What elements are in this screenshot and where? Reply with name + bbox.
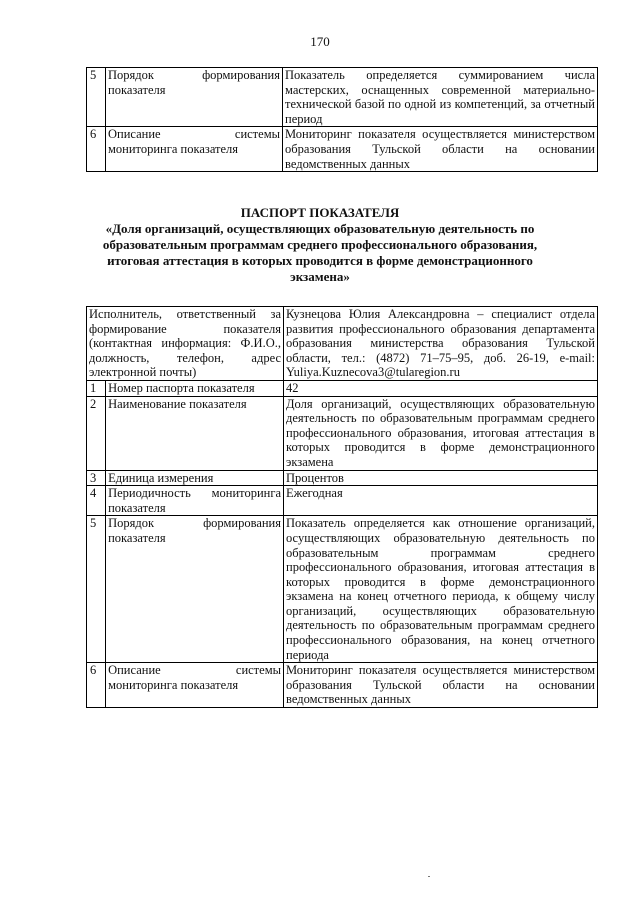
row-number: 1 (87, 380, 106, 396)
row-number: 5 (87, 516, 106, 663)
table-row (87, 663, 598, 708)
row-value: Показатель определяется суммированием числа мастерских, оснащенных современной материально-технической базой по одной из компетенций, за отчетный период (283, 68, 598, 127)
row-number: 6 (87, 127, 106, 172)
row-value: Мониторинг показателя осуществляется министерством образования Тульской области на основании ведомственных данных (284, 663, 598, 708)
row-number: 2 (87, 396, 106, 470)
table-row (87, 396, 598, 470)
row-number: 4 (87, 486, 106, 516)
row-value: Доля организаций, осуществляющих образовательную деятельность по образовательным программам среднего профессионального образования, итоговая аттестация в которых проводится в форме демонстрационного экзамена (284, 396, 598, 470)
executor-label: Исполнитель, ответственный за формирование показателя (контактная информация: Ф.И.О., должность, телефон, адрес электронной почты) (87, 307, 284, 381)
row-value: Показатель определяется как отношение организаций, осуществляющих образовательную деятельность по образовательным программам среднего профессионального образования, итоговая аттестация в которых проводится в форме демонстрационного экзамена на конец отчетного периода, к общему числу организаций, осуществляющих образовательную деятельность по образовательным программам среднего профессионального образования, на конец отчетного периода (284, 516, 598, 663)
row-label: Описание системы мониторинга показателя (106, 663, 284, 708)
row-label: Порядок формирования показателя (106, 68, 283, 127)
executor-row (87, 307, 598, 381)
table-row (87, 380, 598, 396)
continued-table (86, 67, 598, 172)
row-number: 6 (87, 663, 106, 708)
row-label: Порядок формирования показателя (106, 516, 284, 663)
scan-speck (428, 876, 430, 877)
row-label: Периодичность мониторинга показателя (106, 486, 284, 516)
table-row (87, 68, 598, 127)
row-value: Ежегодная (284, 486, 598, 516)
row-number: 5 (87, 68, 106, 127)
row-label: Единица измерения (106, 470, 284, 486)
row-value: Мониторинг показателя осуществляется министерством образования Тульской области на основании ведомственных данных (283, 127, 598, 172)
row-label: Описание системы мониторинга показателя (106, 127, 283, 172)
row-value: 42 (284, 380, 598, 396)
executor-value: Кузнецова Юлия Александровна – специалист отдела развития профессионального образования департамента образования министерства образования Тульской области, тел.: (4872) 71–75–95, доб. 26-19, e-mail: Yuliya.Kuznecova3@tularegion.ru (284, 307, 598, 381)
passport-subtitle: «Доля организаций, осуществляющих образовательную деятельность по образовательным программам среднего профессионального образования, итоговая аттестация в которых проводится в форме демонстрационного экзамена» (102, 221, 538, 284)
table-row (87, 470, 598, 486)
passport-heading: ПАСПОРТ ПОКАЗАТЕЛЯ (240, 205, 400, 220)
passport-table (86, 306, 598, 708)
row-value: Процентов (284, 470, 598, 486)
page-number: 170 (310, 34, 330, 49)
row-label: Наименование показателя (106, 396, 284, 470)
table-row (87, 127, 598, 172)
table-row (87, 486, 598, 516)
row-number: 3 (87, 470, 106, 486)
row-label: Номер паспорта показателя (106, 380, 284, 396)
passport-title (0, 205, 640, 285)
table-row (87, 516, 598, 663)
